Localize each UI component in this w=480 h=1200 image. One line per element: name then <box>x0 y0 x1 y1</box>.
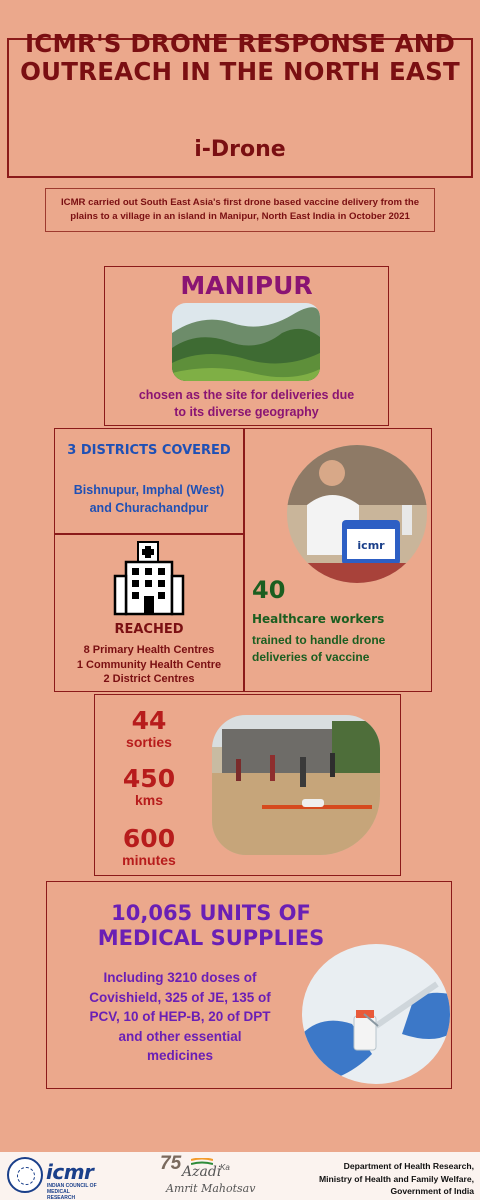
distance-label: kms <box>134 792 164 808</box>
districts-title: 3 DISTRICTS COVERED <box>67 443 231 458</box>
vaccine-image <box>302 944 450 1084</box>
manipur-description: chosen as the site for deliveries due to its diverse geography <box>138 388 355 419</box>
minutes-label: minutes <box>122 852 176 868</box>
hospital-icon <box>112 540 186 616</box>
list-item: 2 District Centres <box>103 673 195 685</box>
page-title <box>0 30 480 86</box>
ka-text: Ka <box>220 1163 230 1172</box>
azadi-text: Azadi <box>182 1164 222 1180</box>
drone-field-image <box>212 715 380 855</box>
reached-title: REACHED <box>114 622 184 637</box>
list-item: 8 Primary Health Centres <box>83 644 215 656</box>
cooler-logo-text: icmr <box>357 539 385 552</box>
sorties-label: sorties <box>126 734 172 750</box>
list-item: 1 Community Health Centre <box>76 658 222 671</box>
department-credit: Department of Health Research, Ministry of Health and Family Welfare, Government of India <box>318 1161 474 1196</box>
healthcare-worker-image <box>287 445 427 583</box>
intro-text: ICMR carried out South East Asia's first drone based vaccine delivery from the plains to a village in an island in Manipur, North East India in October 2021 <box>60 197 420 222</box>
districts-list: Bishnupur, Imphal (West) and Churachandpur <box>73 483 225 515</box>
title-line-1: ICMR'S DRONE RESPONSE AND <box>24 29 456 58</box>
workers-description: trained to handle drone deliveries of vaccine <box>252 633 386 664</box>
minutes-value: 600 <box>122 824 176 853</box>
distance-value: 450 <box>122 764 176 793</box>
supplies-description: Including 3210 doses of Covishield, 325 of JE, 135 of PCV, 10 of HEP-B, 20 of DPT and other essential medicines <box>89 970 271 1063</box>
amrit-mahotsav-text: Amrit Mahotsav <box>166 1182 256 1195</box>
sorties-value: 44 <box>131 706 167 735</box>
title-line-2: OUTREACH IN THE NORTH EAST <box>20 57 460 86</box>
page-subtitle: i-Drone <box>194 137 286 162</box>
manipur-landscape-image <box>172 303 320 381</box>
manipur-title: MANIPUR <box>180 271 313 300</box>
icmr-full-name: INDIAN COUNCIL OF MEDICAL RESEARCH <box>47 1183 97 1200</box>
workers-count: 40 <box>252 576 286 604</box>
supplies-title: 10,065 UNITS OF MEDICAL SUPPLIES <box>97 901 325 950</box>
government-seal-icon <box>7 1157 43 1193</box>
workers-label: Healthcare workers <box>252 612 385 626</box>
azadi-75-logo: 75 <box>160 1153 182 1174</box>
icmr-logo: icmr <box>46 1160 94 1184</box>
reached-list <box>54 643 244 687</box>
